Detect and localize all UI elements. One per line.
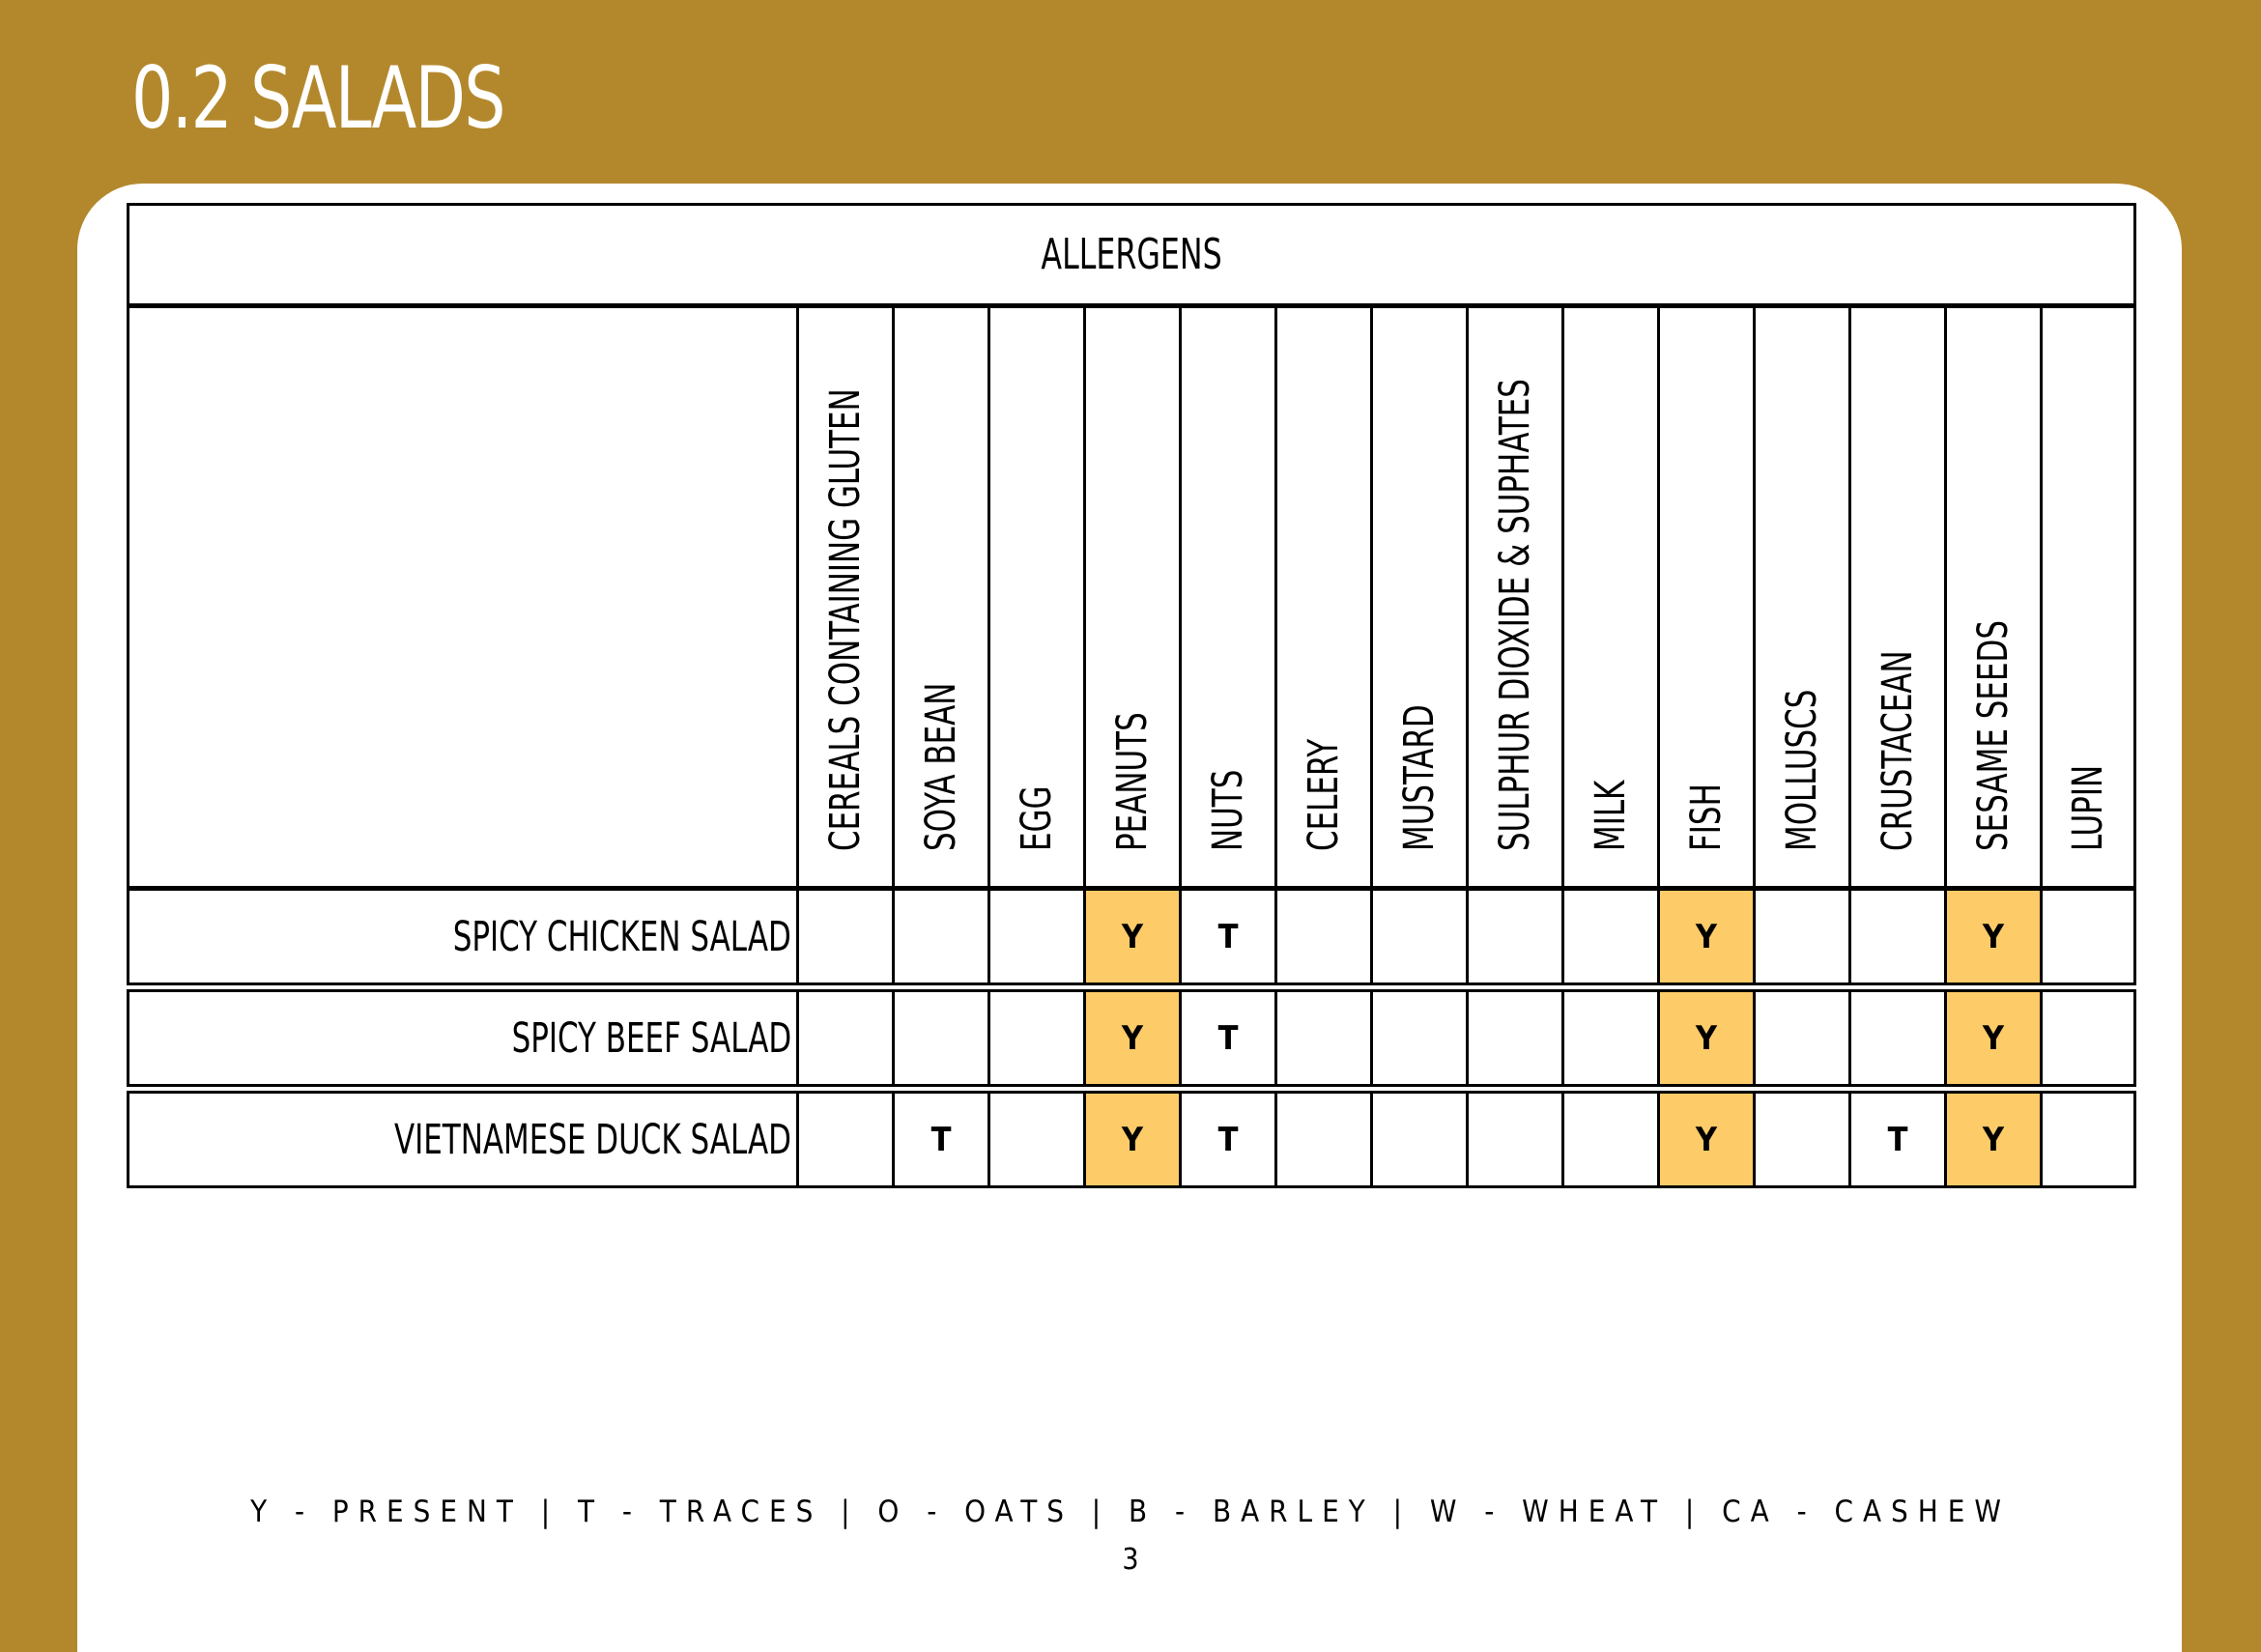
allergen-cell	[2042, 991, 2135, 1086]
column-header-label: CELERY	[1300, 738, 1348, 851]
column-header	[1372, 306, 1468, 889]
column-header	[1085, 306, 1181, 889]
allergen-table	[127, 203, 2136, 1188]
allergen-cell	[1372, 991, 1468, 1086]
allergen-cell: Y	[1085, 991, 1181, 1086]
allergen-cell: Y	[1946, 1093, 2042, 1187]
allergen-cell	[798, 889, 894, 984]
allergen-cell	[894, 991, 989, 1086]
column-header	[1468, 306, 1563, 889]
allergen-cell	[1468, 889, 1563, 984]
allergen-cell: T	[1181, 1093, 1276, 1187]
allergen-cell	[2042, 889, 2135, 984]
allergen-cell	[894, 889, 989, 984]
column-header	[1276, 306, 1372, 889]
column-header-label: LUPIN	[2064, 764, 2113, 851]
dish-name: SPICY CHICKEN SALAD	[129, 889, 798, 984]
allergen-cell: T	[1181, 991, 1276, 1086]
column-header	[2042, 306, 2135, 889]
allergen-cell: T	[894, 1093, 989, 1187]
column-header-label: PEANUTS	[1108, 712, 1157, 851]
allergen-cell	[1563, 889, 1659, 984]
allergen-cell	[989, 1093, 1085, 1187]
column-header-label: SULPHUR DIOXIDE & SUPHATES	[1491, 379, 1539, 851]
allergen-cell: Y	[1946, 991, 2042, 1086]
allergen-cell: Y	[1659, 1093, 1755, 1187]
allergen-cell	[1563, 1093, 1659, 1187]
allergen-cell	[1563, 991, 1659, 1086]
column-header-label: MILK	[1587, 780, 1635, 851]
allergen-cell	[1372, 1093, 1468, 1187]
column-header	[1563, 306, 1659, 889]
allergen-cell	[798, 991, 894, 1086]
allergen-cell	[1755, 889, 1850, 984]
page-number: 3	[1122, 1543, 1139, 1577]
column-header-label: CRUSTACEAN	[1874, 650, 1922, 851]
row-gap	[129, 984, 2135, 991]
column-header-label: MOLLUSCS	[1778, 689, 1826, 851]
allergen-cell	[1468, 991, 1563, 1086]
table-row	[129, 1093, 2135, 1187]
allergen-cell: Y	[1659, 889, 1755, 984]
allergen-cell	[989, 991, 1085, 1086]
column-header	[989, 306, 1085, 889]
allergen-cell: T	[1181, 889, 1276, 984]
column-header-label: MUSTARD	[1395, 704, 1444, 851]
allergen-cell	[1276, 1093, 1372, 1187]
column-header	[1659, 306, 1755, 889]
allergen-cell	[1850, 991, 1946, 1086]
allergen-cell: Y	[1085, 889, 1181, 984]
allergen-cell	[1276, 889, 1372, 984]
column-header	[798, 306, 894, 889]
column-header	[1946, 306, 2042, 889]
allergen-cell	[2042, 1093, 2135, 1187]
corner-cell	[129, 306, 798, 889]
legend-key: Y - PRESENT | T - TRACES | O - OATS | B - BARLEY | W - WHEAT | CA - CASHEW	[250, 1495, 2011, 1529]
row-gap	[129, 1086, 2135, 1093]
allergen-cell: Y	[1946, 889, 2042, 984]
column-header	[894, 306, 989, 889]
column-header-label: SOYA BEAN	[917, 682, 965, 851]
dish-name: VIETNAMESE DUCK SALAD	[129, 1093, 798, 1187]
allergen-cell	[1755, 991, 1850, 1086]
allergen-cell	[1276, 991, 1372, 1086]
column-header	[1850, 306, 1946, 889]
allergen-cell: Y	[1659, 991, 1755, 1086]
allergen-cell: Y	[1085, 1093, 1181, 1187]
column-header-label: SESAME SEEDS	[1969, 620, 2018, 851]
allergen-cell	[989, 889, 1085, 984]
allergen-cell	[1372, 889, 1468, 984]
allergen-cell	[1755, 1093, 1850, 1187]
allergen-cell: T	[1850, 1093, 1946, 1187]
column-header	[1181, 306, 1276, 889]
table-row	[129, 889, 2135, 984]
column-header-label: CEREALS CONTAINING GLUTEN	[821, 388, 870, 851]
dish-name: SPICY BEEF SALAD	[129, 991, 798, 1086]
page-title: 0.2 SALADS	[131, 48, 504, 148]
column-header	[1755, 306, 1850, 889]
column-header-label: EGG	[1013, 785, 1061, 851]
allergen-cell	[1850, 889, 1946, 984]
allergens-heading: ALLERGENS	[129, 205, 2135, 306]
column-header-label: NUTS	[1204, 769, 1252, 851]
table-row	[129, 991, 2135, 1086]
column-header-label: FISH	[1682, 783, 1731, 851]
allergen-cell	[798, 1093, 894, 1187]
allergen-cell	[1468, 1093, 1563, 1187]
